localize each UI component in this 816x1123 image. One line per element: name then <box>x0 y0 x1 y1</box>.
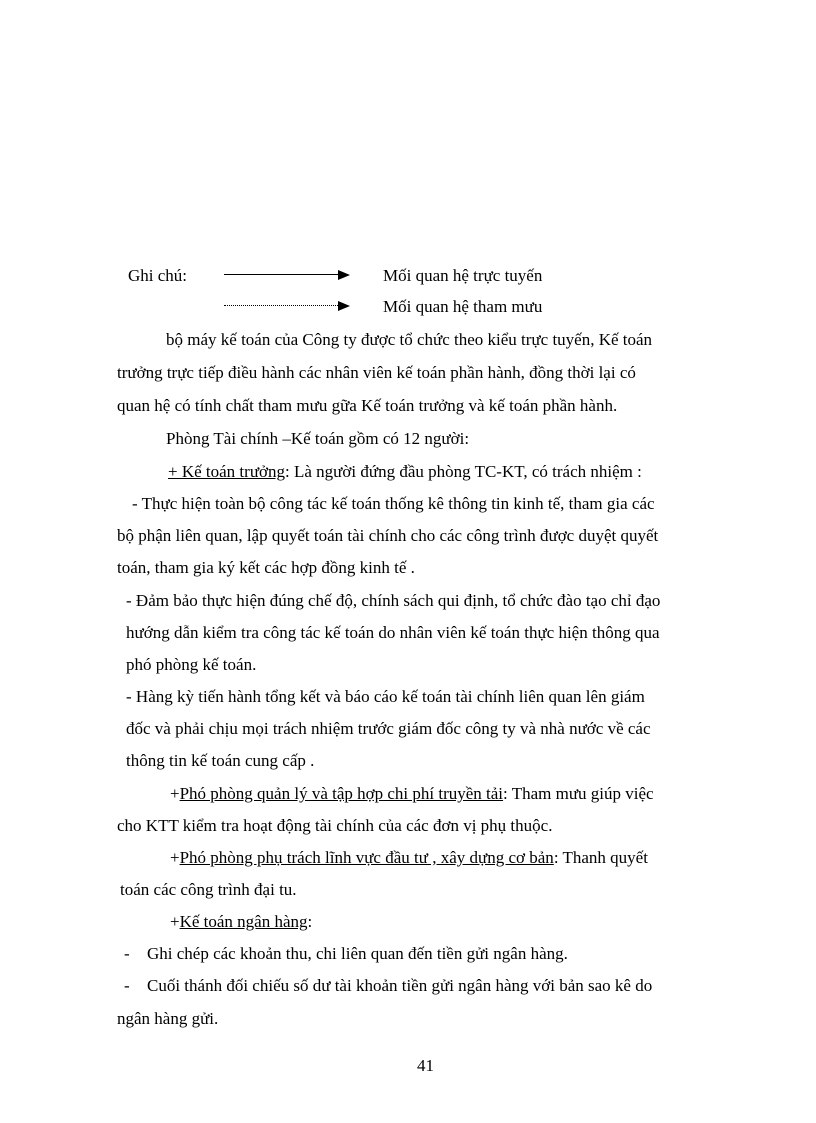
legend-label: Ghi chú: <box>128 266 188 285</box>
bank-item-1: Ghi chép các khoản thu, chi liên quan đến tiền gửi ngân hàng. <box>147 944 568 963</box>
legend-solid-text: Mối quan hệ trực tuyến <box>383 266 543 285</box>
chief-heading-rest: : Là người đứng đầu phòng TC-KT, có trách nhiệm : <box>285 462 642 481</box>
page-number: 41 <box>417 1056 434 1075</box>
chief-duty-1-line-2: bộ phận liên quan, lập quyết toán tài chính cho các công trình được duyệt quyết <box>117 526 659 545</box>
intro-line-2: trưởng trực tiếp điều hành các nhân viên kế toán phần hành, đồng thời lại có <box>117 363 636 382</box>
chief-heading-line <box>168 462 642 482</box>
deputy-1-line-2: cho KTT kiểm tra hoạt động tài chính của các đơn vị phụ thuộc. <box>117 816 553 835</box>
deputy-1-plus: + <box>170 784 180 803</box>
deputy-2-plus: + <box>170 848 180 867</box>
dotted-arrow-icon <box>224 301 354 311</box>
bank-plus: + <box>170 912 180 931</box>
bank-item-1-dash: - <box>124 944 130 963</box>
bank-item-2-line-1: Cuối thánh đối chiếu số dư tài khoản tiền gửi ngân hàng với bản sao kê do <box>147 976 653 995</box>
deputy-1-heading: Phó phòng quản lý và tập hợp chi phí truyền tải <box>179 784 504 803</box>
deputy-2-heading: Phó phòng phụ trách lĩnh vực đầu tư , xây dựng cơ bản <box>179 848 554 867</box>
deputy-1-heading-line <box>170 784 654 804</box>
deputy-2-heading-line <box>170 848 648 868</box>
deputy-1-rest: : Tham mưu giúp việc <box>503 784 654 803</box>
deputy-2-line-2: toán các công trình đại tu. <box>120 880 297 899</box>
chief-duty-3-line-2: đốc và phải chịu mọi trách nhiệm trước giám đốc công ty và nhà nước về các <box>126 719 651 738</box>
dept-line: Phòng Tài chính –Kế toán gồm có 12 người: <box>166 429 470 448</box>
deputy-2-rest: : Thanh quyết <box>553 848 648 867</box>
chief-duty-3-line-1: - Hàng kỳ tiến hành tổng kết và báo cáo kế toán tài chính liên quan lên giám <box>126 687 645 706</box>
chief-duty-3-line-3: thông tin kế toán cung cấp . <box>126 751 315 770</box>
intro-line-1: bộ máy kế toán của Công ty được tổ chức theo kiểu trực tuyến, Kế toán <box>166 330 653 349</box>
legend-dotted-text: Mối quan hệ tham mưu <box>383 297 543 316</box>
chief-duty-2-line-2: hướng dẫn kiểm tra công tác kế toán do nhân viên kế toán thực hiện thông qua <box>126 623 660 642</box>
solid-arrow-icon <box>224 270 354 280</box>
chief-duty-2-line-1: - Đảm bảo thực hiện đúng chế độ, chính sách qui định, tổ chức đào tạo chỉ đạo <box>126 591 661 610</box>
chief-duty-1-line-1: - Thực hiện toàn bộ công tác kế toán thống kê thông tin kinh tế, tham gia các <box>132 494 655 513</box>
bank-heading: Kế toán ngân hàng <box>179 912 308 931</box>
bank-heading-line <box>170 912 312 932</box>
chief-heading: + Kế toán trưởng <box>168 462 286 481</box>
bank-colon: : <box>307 912 313 931</box>
intro-line-3: quan hệ có tính chất tham mưu gữa Kế toán trưởng và kế toán phần hành. <box>117 396 618 415</box>
chief-duty-1-line-3: toán, tham gia ký kết các hợp đồng kinh tế . <box>117 558 415 577</box>
bank-item-2-line-2: ngân hàng gửi. <box>117 1009 219 1028</box>
chief-duty-2-line-3: phó phòng kế toán. <box>126 655 257 674</box>
bank-item-2-dash: - <box>124 976 130 995</box>
